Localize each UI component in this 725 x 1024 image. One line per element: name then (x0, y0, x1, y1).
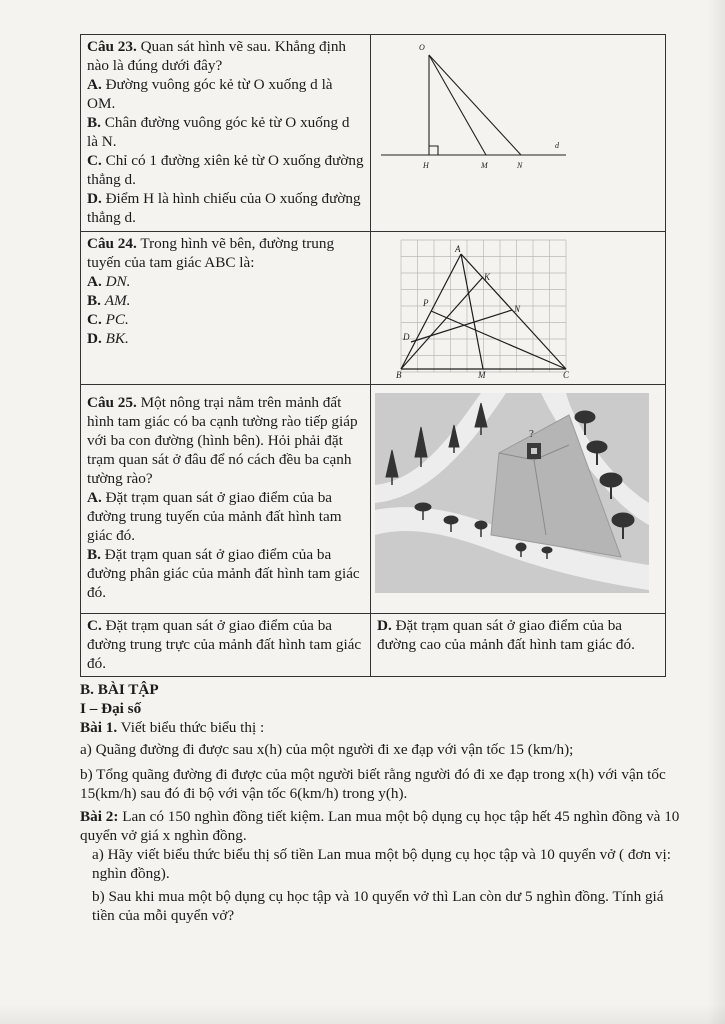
q25-option-b: B. Đặt trạm quan sát ở giao điểm của ba đường phân giác của mảnh đất hình tam giác đó. (87, 546, 360, 601)
q24-option-a: A. DN. (87, 273, 131, 290)
label-M: M (478, 370, 486, 380)
label-H: H (423, 161, 429, 170)
label-M: M (481, 161, 488, 170)
bai2-b: b) Sau khi mua một bộ dụng cụ học tập và 10 quyển vở thì Lan còn dư 5 nghìn đồng. Tính giá tiền của mỗi quyển vở? (92, 888, 664, 924)
bai1-a: a) Quãng đường đi được sau x(h) của một người đi xe đạp với vận tốc 15 (km/h); (80, 741, 574, 758)
q23-option-c: C. Chỉ có 1 đường xiên kẻ từ O xuống đường thẳng d. (87, 152, 364, 188)
q25-option-d: D. Đặt trạm quan sát ở giao điểm của ba đường cao của mảnh đất hình tam giác đó. (377, 617, 635, 653)
q23-option-b: B. Chân đường vuông góc kẻ từ O xuống d là N. (87, 114, 350, 150)
q25-option-d-cell (371, 614, 666, 677)
bai1-b: b) Tổng quãng đường đi được của một người biết rằng người đó đi xe đạp trong x(h) với vận tốc 15(km/h) sau đó đi bộ với vận tốc 6(km/h) trong y(h). (80, 766, 666, 802)
segment-DN (411, 310, 512, 342)
q24-figure (371, 232, 661, 380)
q25-option-c-cell (81, 614, 371, 677)
q25-options-row (81, 614, 666, 677)
exercises-section (80, 680, 680, 925)
q23-text-cell (81, 35, 371, 232)
questions-table (80, 34, 666, 677)
q23-stem: Câu 23. Quan sát hình vẽ sau. Khẳng định nào là đúng dưới đây? (87, 38, 347, 74)
q24-figure-cell (371, 232, 666, 385)
label-d: d (555, 141, 559, 150)
q24-stem: Câu 24. Trong hình vẽ bên, đường trung tuyến của tam giác ABC là: (87, 235, 335, 271)
bai2-heading: Bài 2: Lan có 150 nghìn đồng tiết kiệm. Lan mua một bộ dụng cụ học tập hết 45 nghìn đồng và 10 quyển vở giá x nghìn đồng. (80, 808, 680, 844)
q24-text-cell (81, 232, 371, 385)
bai1-heading: Bài 1. Viết biểu thức biểu thị : (80, 719, 265, 736)
segment-PC (431, 311, 566, 369)
section-heading: B. BÀI TẬP (80, 681, 159, 698)
label-B: B (396, 370, 402, 380)
segment-OM (429, 55, 486, 155)
q23-row (81, 35, 666, 232)
question-mark-label: ? (529, 428, 534, 440)
q23-option-a: A. Đường vuông góc kẻ từ O xuống d là OM. (87, 76, 333, 112)
segment-ON (429, 55, 521, 155)
q25-text-cell (81, 385, 371, 614)
part-heading: I – Đại số (80, 700, 142, 717)
q25-row (81, 385, 666, 614)
q24-option-c: C. PC. (87, 311, 129, 328)
segment-AM (461, 254, 483, 369)
q23-figure (371, 35, 661, 227)
label-A: A (455, 244, 461, 254)
label-N: N (514, 304, 521, 314)
q24-row (81, 232, 666, 385)
q25-stem: Câu 25. Một nông trại nằm trên mảnh đất hình tam giác có ba cạnh tường rào tiếp giáp với ba con đường (hình bên). Hỏi phải đặt trạm quan sát ở đâu để nó cách đều ba cạnh tường rào? (87, 394, 358, 487)
scan-bottom-shadow (0, 1004, 725, 1024)
station-window (531, 448, 537, 454)
q25-option-a: A. Đặt trạm quan sát ở giao điểm của ba đường trung tuyến của mảnh đất hình tam giác đó. (87, 489, 342, 544)
q24-option-d: D. BK. (87, 330, 129, 347)
q24-option-b: B. AM. (87, 292, 131, 309)
label-D: D (403, 332, 410, 342)
label-P: P (423, 298, 429, 308)
label-C: C (563, 370, 570, 380)
label-K: K (484, 272, 491, 282)
label-O: O (419, 43, 425, 52)
bai2-a: a) Hãy viết biểu thức biểu thị số tiền Lan mua một bộ dụng cụ học tập và 10 quyển vở ( đơn vị: nghìn đồng). (92, 846, 671, 882)
q23-figure-cell (371, 35, 666, 232)
label-N: N (517, 161, 523, 170)
q25-option-c: C. Đặt trạm quan sát ở giao điểm của ba đường trung trực của mảnh đất hình tam giác đó. (87, 617, 362, 672)
farm-map-figure (371, 385, 661, 609)
q25-figure-cell (371, 385, 666, 614)
q23-option-d: D. Điểm H là hình chiếu của O xuống đường thẳng d. (87, 190, 361, 226)
right-angle-mark (429, 146, 438, 155)
scan-edge-shadow (707, 0, 725, 1024)
